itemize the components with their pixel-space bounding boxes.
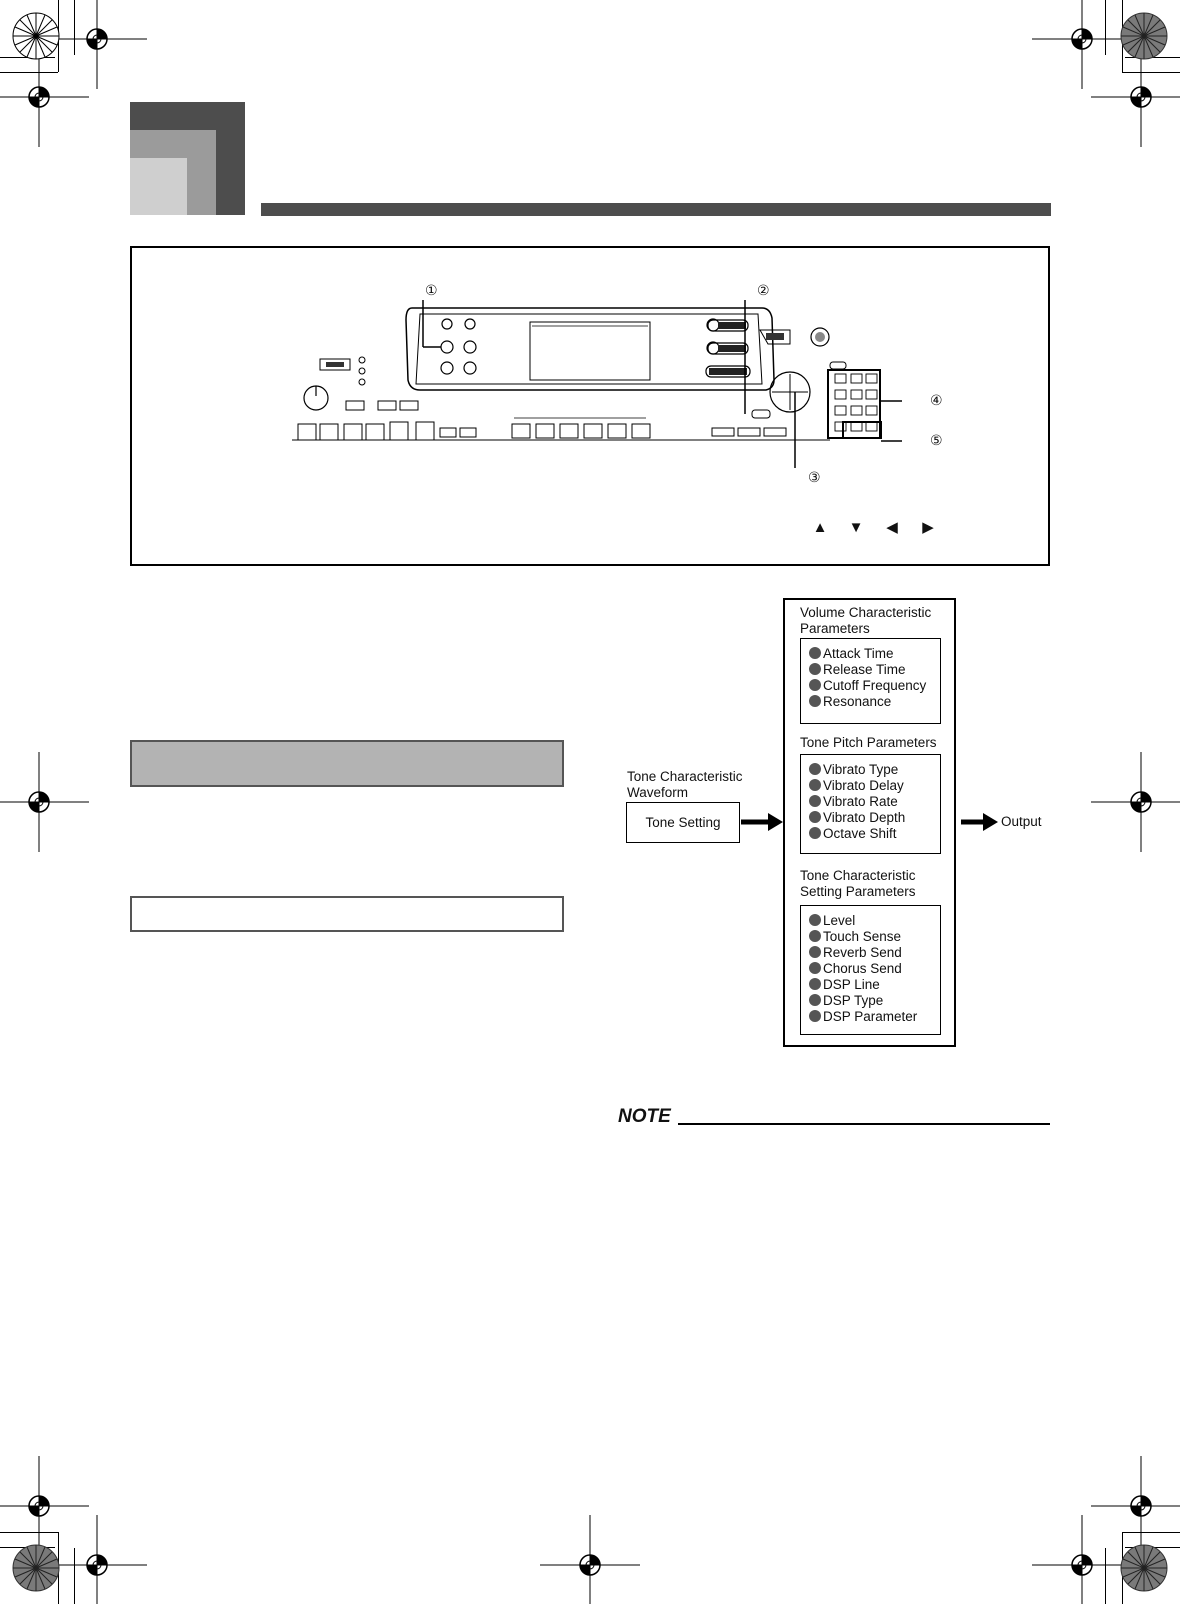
output-arrow-icon xyxy=(960,810,1000,834)
list-item: DSP Parameter xyxy=(809,1009,917,1025)
bullet-icon xyxy=(809,930,821,942)
callout-5: ⑤ xyxy=(930,433,943,449)
bullet-icon xyxy=(809,978,821,990)
bullet-icon xyxy=(809,946,821,958)
bullet-icon xyxy=(809,962,821,974)
setting-parameters-box xyxy=(800,905,941,1035)
callout-4: ④ xyxy=(930,393,943,409)
color-wheel xyxy=(13,13,59,59)
list-item: Vibrato Type xyxy=(809,762,905,778)
subsection-heading-box xyxy=(130,896,564,932)
pitch-parameters-title: Tone Pitch Parameters xyxy=(800,735,937,750)
list-item: Vibrato Rate xyxy=(809,794,905,810)
volume-parameters-box xyxy=(800,638,941,724)
list-item: Vibrato Depth xyxy=(809,810,905,826)
bullet-icon xyxy=(809,827,821,839)
note-title: NOTE xyxy=(618,1106,671,1127)
list-item: Cutoff Frequency xyxy=(809,678,926,694)
bullet-icon xyxy=(809,647,821,659)
tone-waveform-label: Tone Characteristic Waveform xyxy=(627,769,743,800)
list-item: Reverb Send xyxy=(809,945,917,961)
setting-parameters-title: Tone Characteristic Setting Parameters xyxy=(800,868,916,899)
tone-setting-box: Tone Setting xyxy=(626,802,740,843)
bullet-icon xyxy=(809,695,821,707)
cursor-arrow-symbols xyxy=(802,518,946,536)
bullet-icon xyxy=(809,1010,821,1022)
chapter-header-bar xyxy=(261,203,1051,216)
pitch-parameters-box xyxy=(800,754,941,854)
arrow-left-icon: ◀ xyxy=(886,519,898,536)
bullet-icon xyxy=(809,914,821,926)
bullet-icon xyxy=(809,795,821,807)
callout-1: ① xyxy=(425,283,438,299)
list-item: Chorus Send xyxy=(809,961,917,977)
callout-3: ③ xyxy=(808,470,821,486)
list-item: Level xyxy=(809,913,917,929)
input-arrow-icon xyxy=(740,810,785,834)
chapter-header-block-light xyxy=(130,158,187,215)
bullet-icon xyxy=(809,663,821,675)
list-item: Octave Shift xyxy=(809,826,905,842)
bullet-icon xyxy=(809,763,821,775)
bullet-icon xyxy=(809,679,821,691)
list-item: DSP Line xyxy=(809,977,917,993)
volume-parameters-title: Volume Characteristic Parameters xyxy=(800,605,932,636)
bullet-icon xyxy=(809,811,821,823)
section-heading-box xyxy=(130,740,564,787)
callout-2: ② xyxy=(757,283,770,299)
bullet-icon xyxy=(809,994,821,1006)
list-item: Touch Sense xyxy=(809,929,917,945)
arrow-right-icon: ▶ xyxy=(922,519,934,536)
output-label: Output xyxy=(1001,814,1042,829)
list-item: Vibrato Delay xyxy=(809,778,905,794)
list-item: Attack Time xyxy=(809,646,926,662)
note-rule xyxy=(678,1123,1050,1125)
parameter-groups-frame xyxy=(783,598,956,1047)
arrow-up-icon: ▲ xyxy=(812,519,828,536)
keyboard-panel-illustration xyxy=(290,300,950,475)
list-item: Resonance xyxy=(809,694,926,710)
list-item: DSP Type xyxy=(809,993,917,1009)
list-item: Release Time xyxy=(809,662,926,678)
bullet-icon xyxy=(809,779,821,791)
arrow-down-icon: ▼ xyxy=(848,519,864,536)
